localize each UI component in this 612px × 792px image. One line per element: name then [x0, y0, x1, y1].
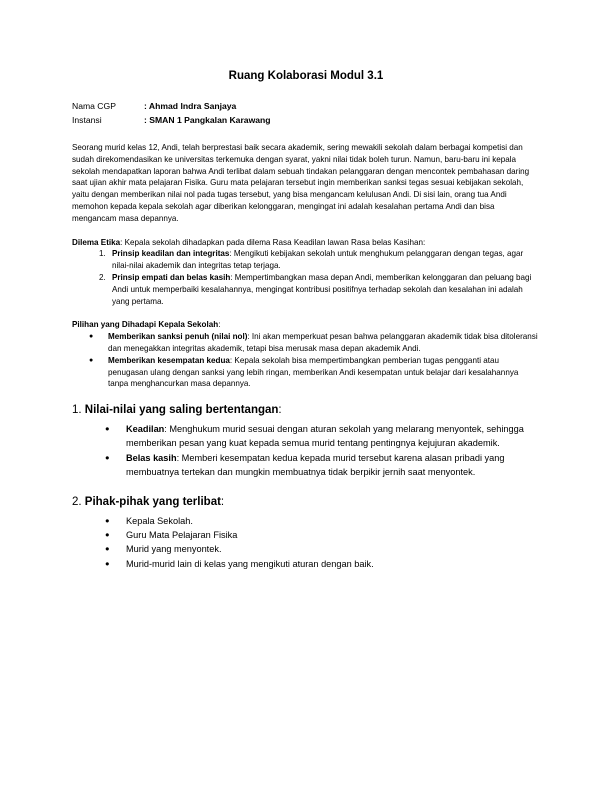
meta-block — [72, 99, 540, 127]
document-content — [72, 70, 540, 571]
list-item: ● Kepala Sekolah. — [126, 514, 540, 528]
list-item — [126, 451, 540, 479]
section-suffix: : — [220, 495, 225, 508]
item-text: : Mempertimbangkan masa depan Andi, memberikan kelonggaran dan peluang bagi Andi untuk memperbaiki kesalahannya, mengingat kontribusi positifnya terhadap sekolah dan kesalahan ini adalah yang pertama. — [112, 272, 532, 306]
pilihan-label: Pilihan yang Dihadapi Kepala Sekolah — [72, 320, 219, 330]
dilema-heading — [72, 237, 540, 249]
pilihan-suffix: : — [218, 320, 221, 330]
intro-paragraph: Seorang murid kelas 12, Andi, telah berprestasi baik secara akademik, sering mewakili sekolah dalam berbagai kompetisi dan sudah direkomendasikan ke universitas terkemuka dengan syarat, yakni nilai tidak boleh turun. Namun, baru-baru ini kepala sekolah mendapatkan laporan bahwa Andi terlibat dalam sebuah tindakan pelanggaran dengan mencontek pembahasan daring saat ujian akhir mata pelajaran Fisika. Guru mata pelajaran tersebut ingin memberikan sanksi tegas sesuai kebijakan sekolah, yaitu dengan memberikan nilai nol pada tugas tersebut, yang bisa mengancam kelulusan Andi. Di sisi lain, orang tua Andi memohon kepada kepala sekolah agar diberikan kelonggaran, mengingat ini adalah kesalahan pertama Andi dan bisa mengancam masa depannya. — [72, 143, 530, 223]
meta-label: Instansi — [72, 115, 102, 125]
item-label: Prinsip empati dan belas kasih — [112, 272, 231, 282]
meta-value: : SMAN 1 Pangkalan Karawang — [144, 115, 271, 125]
list-item — [108, 272, 540, 307]
page-title: Ruang Kolaborasi Modul 3.1 — [228, 70, 384, 82]
meta-row-nama — [72, 99, 540, 113]
item-text: : Ini akan memperkuat pesan bahwa pelanggaran akademik tidak bisa ditoleransi dan menegakkan integritas akademik, tetapi bisa merusak masa depan akademik Andi. — [108, 332, 538, 353]
meta-label: Nama CGP — [72, 101, 116, 111]
item-label: Memberikan kesempatan kedua — [108, 355, 230, 365]
dilema-list — [72, 248, 540, 307]
pilihan-block — [72, 319, 540, 390]
section-heading-nilai — [72, 404, 540, 416]
item-label: Prinsip keadilan dan integritas — [112, 249, 230, 259]
item-label: Belas kasih — [126, 452, 177, 463]
list-item: ● Guru Mata Pelajaran Fisika — [126, 528, 540, 542]
meta-value: : Ahmad Indra Sanjaya — [144, 101, 237, 111]
item-text: : Menghukum murid sesuai dengan aturan sekolah yang melarang menyontek, sehingga memberikan pesan yang kuat kepada semua murid tentang pentingnya kejujuran akademik. — [126, 424, 524, 449]
list-item: ● Murid-murid lain di kelas yang mengikuti aturan dengan baik. — [126, 557, 540, 571]
item-text: : Memberi kesempatan kedua kepada murid tersebut karena alasan pribadi yang membuatnya tertekan dan mungkin membuatnya tidak berpikir jernih saat menyontek. — [126, 452, 505, 477]
section-suffix: : — [278, 404, 282, 417]
list-item — [108, 248, 540, 272]
item-label: Keadilan — [126, 424, 165, 435]
section-heading-pihak — [72, 496, 540, 508]
pihak-list — [72, 514, 540, 571]
list-item — [126, 422, 540, 450]
section-label: Nilai-nilai yang saling bertentangan — [84, 404, 279, 417]
item-text: : Mengikuti kebijakan sekolah untuk menghukum pelanggaran dengan tegas, agar nilai-nilai akademik dan integritas tetap terjaga. — [112, 249, 524, 271]
pilihan-heading — [72, 319, 540, 331]
list-item: ● Murid yang menyontek. — [126, 542, 540, 556]
section-number: 2. — [72, 495, 85, 508]
dilema-block — [72, 237, 540, 308]
list-item — [108, 355, 540, 390]
meta-row-instansi — [72, 113, 540, 127]
section-label: Pihak-pihak yang terlibat — [84, 495, 221, 508]
item-label: Memberikan sanksi penuh (nilai nol) — [108, 332, 248, 342]
item-text: : Kepala sekolah bisa mempertimbangkan pemberian tugas pengganti atau penugasan ulang dengan sanksi yang lebih ringan, memberikan Andi kesempatan untuk belajar dari kesalahannya tanpa menghancurkan masa depannya. — [108, 355, 519, 389]
dilema-text: : Kepala sekolah dihadapkan pada dilema Rasa Keadilan lawan Rasa belas Kasihan: — [120, 237, 426, 247]
pilihan-list — [72, 331, 540, 390]
section-number: 1. — [72, 404, 85, 417]
dilema-label: Dilema Etika — [72, 237, 121, 247]
list-item — [108, 331, 540, 355]
nilai-list — [72, 422, 540, 479]
